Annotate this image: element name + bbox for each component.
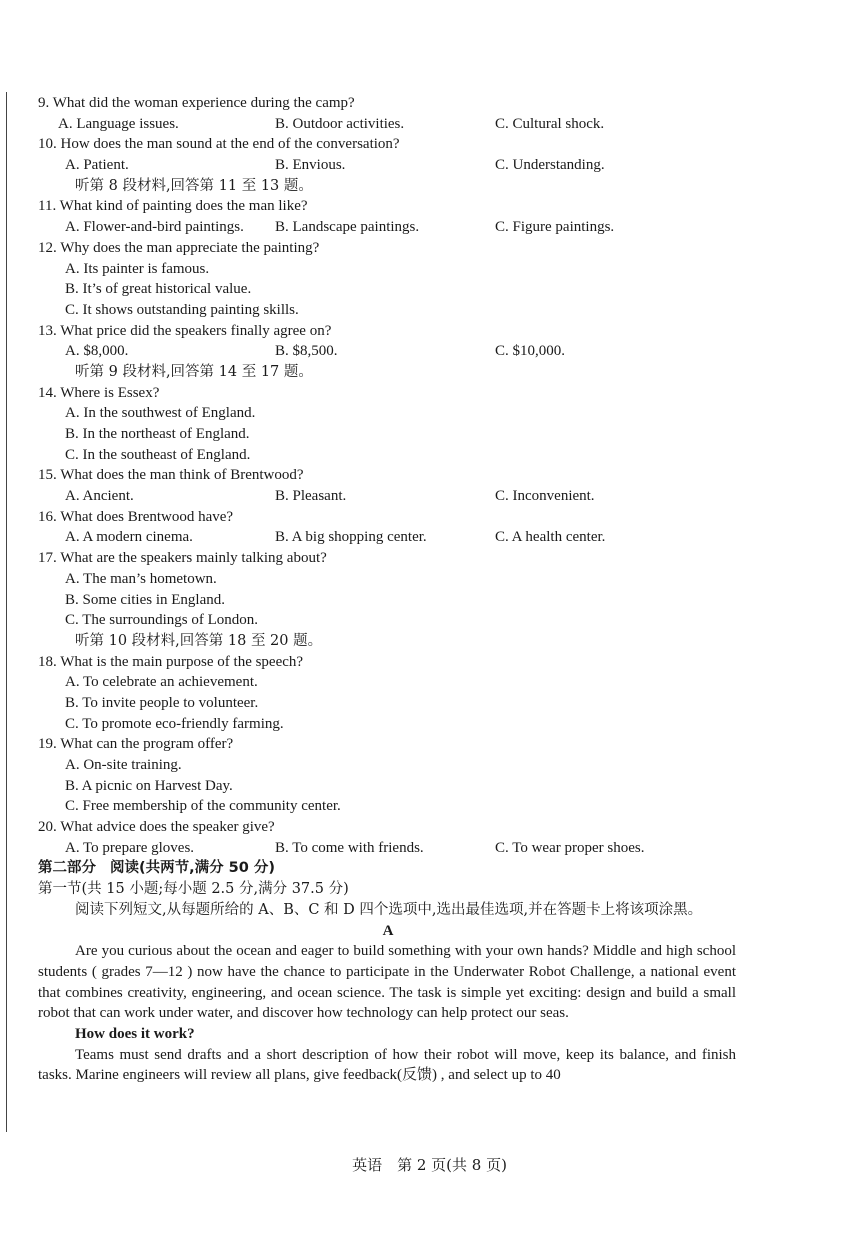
- option-b: B. Some cities in England.: [65, 591, 225, 608]
- question-18-stem: 18. What is the main purpose of the speech?: [38, 653, 304, 670]
- option-c: C. The surroundings of London.: [65, 612, 259, 629]
- option-b: B. A big shopping center.: [275, 529, 427, 546]
- option-c: C. Figure paintings.: [495, 219, 615, 236]
- option-a: A. Ancient.: [65, 488, 134, 505]
- option-b: B. Landscape paintings.: [275, 219, 420, 236]
- option-c: C. Free membership of the community center.: [65, 798, 341, 815]
- option-a: A. To prepare gloves.: [65, 839, 195, 856]
- question-17-stem: 17. What are the speakers mainly talking about?: [38, 550, 327, 567]
- option-a: A. To celebrate an achievement.: [65, 674, 258, 691]
- part-two-scoring: 阅读(共两节,满分 50 分): [110, 860, 276, 877]
- passage-heading: How does it work?: [75, 1026, 195, 1043]
- question-20-stem: 20. What advice does the speaker give?: [38, 819, 275, 836]
- option-b: B. To come with friends.: [275, 839, 424, 856]
- option-b: B. In the northeast of England.: [65, 426, 250, 442]
- question-15-options: [38, 486, 738, 507]
- question-10-options: [38, 155, 738, 176]
- option-a: A. Language issues.: [58, 115, 179, 132]
- option-c: C. To wear proper shoes.: [495, 839, 645, 856]
- question-14-stem: 14. Where is Essex?: [38, 384, 160, 401]
- question-9-options: [38, 114, 738, 135]
- option-a: A. Its painter is famous.: [65, 260, 210, 277]
- question-11-stem: 11. What kind of painting does the man like?: [38, 198, 308, 215]
- option-a: A. Patient.: [65, 157, 129, 174]
- option-a: A. On-site training.: [65, 757, 182, 773]
- listening-instruction-9: 听第 9 段材料,回答第 14 至 17 题。: [75, 363, 313, 380]
- question-13-stem: 13. What price did the speakers finally agree on?: [38, 322, 332, 339]
- option-c: C. In the southeast of England.: [65, 446, 251, 463]
- option-c: C. Cultural shock.: [495, 115, 605, 132]
- question-16-stem: 16. What does Brentwood have?: [38, 508, 234, 525]
- question-10-stem: 10. How does the man sound at the end of the conversation?: [38, 136, 400, 153]
- option-b: B. To invite people to volunteer.: [65, 694, 259, 711]
- option-b: B. Pleasant.: [275, 488, 347, 505]
- part-two-label: 第二部分: [38, 860, 96, 877]
- passage-letter: A: [382, 922, 394, 939]
- passage-paragraph-2: Teams must send drafts and a short description of how their robot will move, keep its balance, and finish tasks. Marine engineers will review all plans, give feedback(反馈) , and select up to 40: [38, 1046, 736, 1084]
- margin-line: [6, 92, 7, 1132]
- option-b: B. It’s of great historical value.: [65, 281, 252, 298]
- option-c: C. Inconvenient.: [495, 488, 595, 505]
- option-a: A. $8,000.: [65, 343, 129, 360]
- question-12-stem: 12. Why does the man appreciate the painting?: [38, 239, 320, 256]
- question-9-stem: 9. What did the woman experience during the camp?: [38, 95, 355, 111]
- option-a: A. Flower-and-bird paintings.: [65, 219, 244, 236]
- question-20-options: [38, 838, 738, 859]
- option-c: C. $10,000.: [495, 343, 566, 360]
- option-b: B. Outdoor activities.: [275, 115, 405, 132]
- option-c: C. It shows outstanding painting skills.: [65, 301, 299, 318]
- question-19-stem: 19. What can the program offer?: [38, 736, 234, 753]
- option-c: C. Understanding.: [495, 157, 605, 174]
- option-b: B. Envious.: [275, 157, 346, 174]
- reading-directions: 阅读下列短文,从每题所给的 A、B、C 和 D 四个选项中,选出最佳选项,并在答题卡上将该项涂黑。: [75, 901, 703, 918]
- option-a: A. A modern cinema.: [65, 529, 193, 546]
- option-a: A. The man’s hometown.: [65, 570, 217, 587]
- option-a: A. In the southwest of England.: [65, 405, 256, 422]
- option-b: B. A picnic on Harvest Day.: [65, 777, 233, 794]
- option-b: B. $8,500.: [275, 343, 338, 360]
- question-11-options: [38, 217, 738, 238]
- option-c: C. To promote eco-friendly farming.: [65, 715, 284, 732]
- listening-instruction-10: 听第 10 段材料,回答第 18 至 20 题。: [75, 632, 323, 649]
- part-two-title: [38, 858, 738, 879]
- listening-instruction-8: 听第 8 段材料,回答第 11 至 13 题。: [75, 177, 313, 194]
- exam-page: [38, 93, 738, 1086]
- question-13-options: [38, 341, 738, 362]
- question-16-options: [38, 527, 738, 548]
- page-footer: 英语 第 2 页(共 8 页): [352, 1156, 507, 1174]
- question-15-stem: 15. What does the man think of Brentwood?: [38, 467, 304, 484]
- option-c: C. A health center.: [495, 529, 606, 546]
- passage-paragraph-1: Are you curious about the ocean and eager to build something with your own hands? Middle and high school students ( grades 7—12 ) now have the chance to participate in the Underwater Robot Challenge, a national event that combines creativity, engineering, and ocean science. The task is simple yet exciting: design and build a small robot that can work under water, and discover how technology can help protect our seas.: [38, 943, 736, 1022]
- section-one-title: 第一节(共 15 小题;每小题 2.5 分,满分 37.5 分): [38, 881, 349, 898]
